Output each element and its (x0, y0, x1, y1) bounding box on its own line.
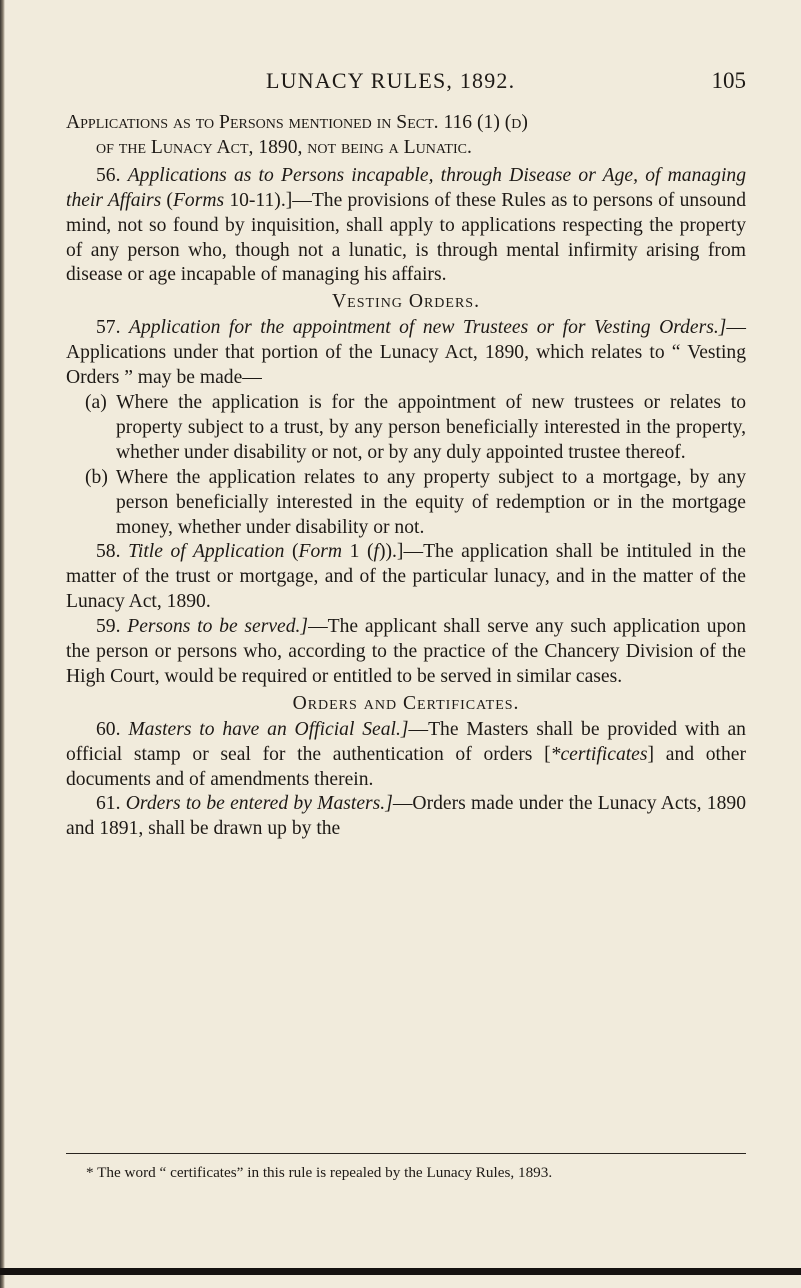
section-heading-line1: Applications as to Persons mentioned in Sect. 116 (1) (d) (66, 112, 528, 133)
rule-58 (66, 540, 746, 615)
running-head (66, 68, 746, 98)
page-number: 105 (711, 68, 746, 93)
rule-58-text: —The application shall be intituled in the matter of the trust or mortgage, and of the particular lunacy, and in the matter of the Lunacy Act, 1890. (66, 541, 746, 613)
rule-61-title: Orders to be entered by Masters.] (125, 793, 393, 815)
body-text (66, 111, 746, 842)
rule-57-item-a (66, 391, 746, 466)
item-b-label: (b) (85, 466, 108, 488)
rule-57-text: —Applications under that portion of the Lunacy Act, 1890, which relates to “ Vesting Orders ” may be made— (66, 317, 746, 389)
rule-56-text: —The provisions of these Rules as to persons of unsound mind, not so found by inquisition, shall apply to applications respecting the property of any person who, though not a lunatic, is through mental infirmity arising from disease or age incapable of managing his affairs. (66, 189, 747, 286)
rule-60-text-after: and other documents and of amendments therein. (66, 743, 746, 790)
rule-57-item-b (66, 466, 746, 541)
rule-58-form-paren: ( (367, 541, 374, 563)
vesting-orders-heading: Vesting Orders. (332, 291, 480, 313)
rule-60-bracket-open: [ (544, 743, 551, 765)
rule-56-form-label: Forms (172, 189, 225, 211)
rule-58-form-letter: f (373, 541, 379, 563)
footnote (66, 1162, 746, 1183)
rule-60-bracket-word: certificates (560, 743, 648, 765)
running-title: LUNACY RULES, 1892. (266, 68, 516, 93)
rule-56-form-open: ( (166, 189, 173, 211)
rule-61 (66, 792, 746, 842)
rule-60-number: 60. (96, 718, 121, 740)
rule-57-number: 57. (96, 317, 121, 339)
rule-61-number: 61. (96, 793, 121, 815)
item-a-label: (a) (85, 391, 107, 413)
orders-certificates-heading: Orders and Certificates. (292, 692, 520, 714)
rule-57 (66, 316, 746, 391)
rule-59-number: 59. (96, 616, 121, 638)
rule-56 (66, 164, 746, 289)
rule-59 (66, 615, 746, 690)
rule-56-title: Applications as to Persons incapable, through Disease or Age, of managing their Affairs (66, 164, 746, 211)
rule-56-form-numbers: 10-11).] (229, 189, 293, 211)
rule-60-bracket-close: ] (647, 743, 655, 765)
item-b-text: Where the application relates to any property subject to a mortgage, by any person beneficially interested in the equity of redemption or in the mortgage money, whether under disability or not. (115, 466, 747, 538)
rule-59-text: —The applicant shall serve any such application upon the person or persons who, according to the practice of the Chancery Division of the High Court, would be required or entitled to be served in similar cases. (66, 616, 746, 687)
rule-58-form-label: Form (298, 541, 343, 563)
rule-60-bracket-star: * (550, 743, 561, 765)
rule-60 (66, 718, 746, 793)
page-left-edge (0, 0, 5, 1288)
rule-56-number: 56. (96, 164, 121, 186)
rule-59-title: Persons to be served.] (127, 616, 309, 638)
rule-58-title: Title of Application (128, 541, 285, 563)
section-heading-line2: of the Lunacy Act, 1890, not being a Lunatic. (96, 136, 472, 158)
rule-58-form-close: )).] (378, 541, 404, 563)
footnote-text: * The word “ certificates” in this rule is repealed by the Lunacy Rules, 1893. (86, 1164, 553, 1181)
item-a-text: Where the application is for the appointment of new trustees or relates to property subject to a trust, by any person beneficially interested in the property, whether under disability or not, or by any duly appointed trustee thereof. (116, 391, 746, 463)
rule-61-text: —Orders made under the Lunacy Acts, 1890 and 1891, shall be drawn up by the (66, 793, 746, 840)
rule-60-title: Masters to have an Official Seal.] (128, 718, 409, 740)
rule-60-text-before: —The Masters shall be provided with an official stamp or seal for the authentication of orders (66, 718, 746, 765)
rule-58-number: 58. (96, 541, 121, 563)
footnote-divider (66, 1153, 746, 1154)
rule-58-form-open: ( (291, 541, 299, 563)
rule-57-title: Application for the appointment of new Trustees or for Vesting Orders.] (129, 317, 727, 339)
rule-58-form-number: 1 (349, 541, 360, 563)
bottom-edge-bar (0, 1268, 801, 1275)
